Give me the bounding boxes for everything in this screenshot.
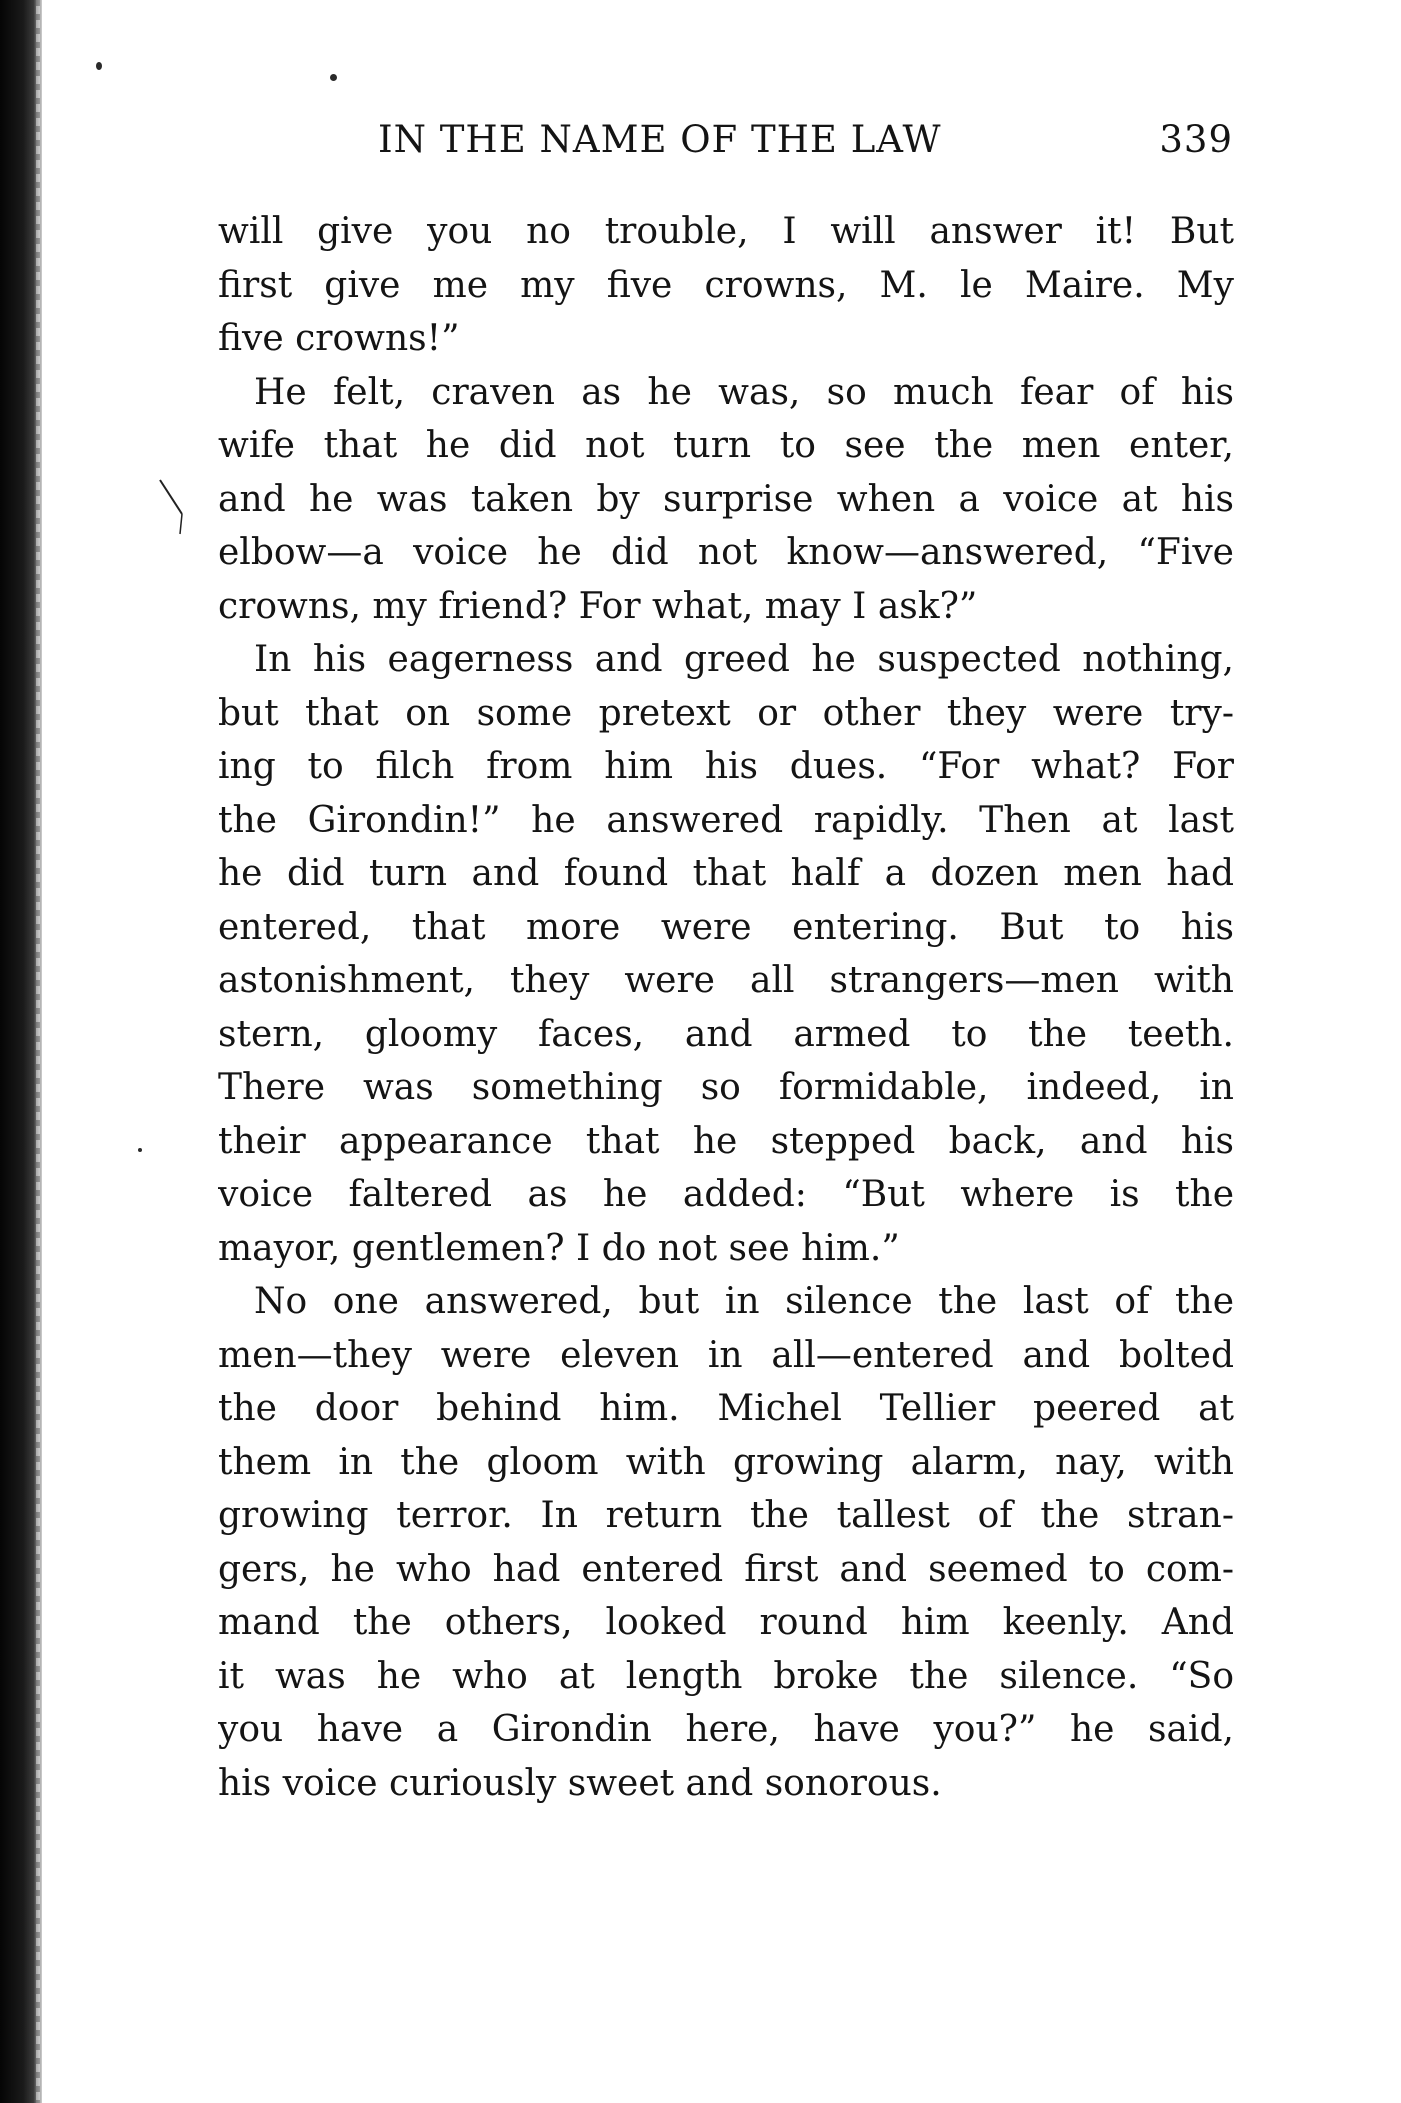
text-line: five crowns!” <box>218 318 460 359</box>
text-line: In his eagerness and greed he suspected nothing, <box>254 639 1234 680</box>
text-line: he did turn and found that half a dozen men had <box>218 853 1234 894</box>
text-line: you have a Girondin here, have you?” he said, <box>218 1709 1234 1750</box>
text-line: men—they were eleven in all—entered and bolted <box>218 1334 1234 1376</box>
text-line: and he was taken by surprise when a voice at his <box>218 478 1234 520</box>
text-line: the door behind him. Michel Tellier peered at <box>218 1388 1234 1429</box>
text-line: their appearance that he stepped back, and his <box>218 1120 1234 1162</box>
text-line: his voice curiously sweet and sonorous. <box>218 1762 942 1804</box>
body-text <box>218 205 1234 1810</box>
text-line: but that on some pretext or other they were try- <box>218 692 1234 734</box>
text-line: entered, that more were entering. But to his <box>218 906 1234 948</box>
text-line: growing terror. In return the tallest of the stran- <box>218 1495 1234 1536</box>
text-line: gers, he who had entered first and seemed to com- <box>218 1548 1234 1590</box>
text-line: ing to filch from him his dues. “For what? For <box>218 746 1234 787</box>
print-speck <box>138 1148 142 1152</box>
text-line: No one answered, but in silence the last of the <box>254 1281 1234 1322</box>
text-line: the Girondin!” he answered rapidly. Then at last <box>218 799 1234 841</box>
text-line: elbow—a voice he did not know—answered, “Five <box>218 532 1234 573</box>
text-line: mand the others, looked round him keenly. And <box>218 1602 1234 1643</box>
text-line: them in the gloom with growing alarm, nay, with <box>218 1441 1234 1483</box>
page-number: 339 <box>1159 118 1233 161</box>
print-speck <box>96 62 102 70</box>
text-line: astonishment, they were all strangers—men with <box>218 960 1234 1001</box>
text-line: There was something so formidable, indeed, in <box>218 1067 1234 1108</box>
print-speck <box>330 74 337 81</box>
text-line: wife that he did not turn to see the men enter, <box>218 425 1234 466</box>
text-line: it was he who at length broke the silence. “So <box>218 1655 1234 1697</box>
text-line: will give you no trouble, I will answer it! But <box>218 211 1234 252</box>
book-binding-edge <box>0 0 42 2103</box>
text-line: crowns, my friend? For what, may I ask?” <box>218 585 978 627</box>
text-line: stern, gloomy faces, and armed to the teeth. <box>218 1013 1234 1055</box>
text-line: mayor, gentlemen? I do not see him.” <box>218 1227 900 1269</box>
text-line: first give me my five crowns, M. le Maire. My <box>218 264 1234 306</box>
text-line: He felt, craven as he was, so much fear of his <box>254 371 1234 413</box>
margin-check-mark <box>158 478 188 548</box>
text-line: voice faltered as he added: “But where is the <box>218 1174 1234 1215</box>
running-title: IN THE NAME OF THE LAW <box>378 118 942 161</box>
running-head <box>378 118 1233 166</box>
